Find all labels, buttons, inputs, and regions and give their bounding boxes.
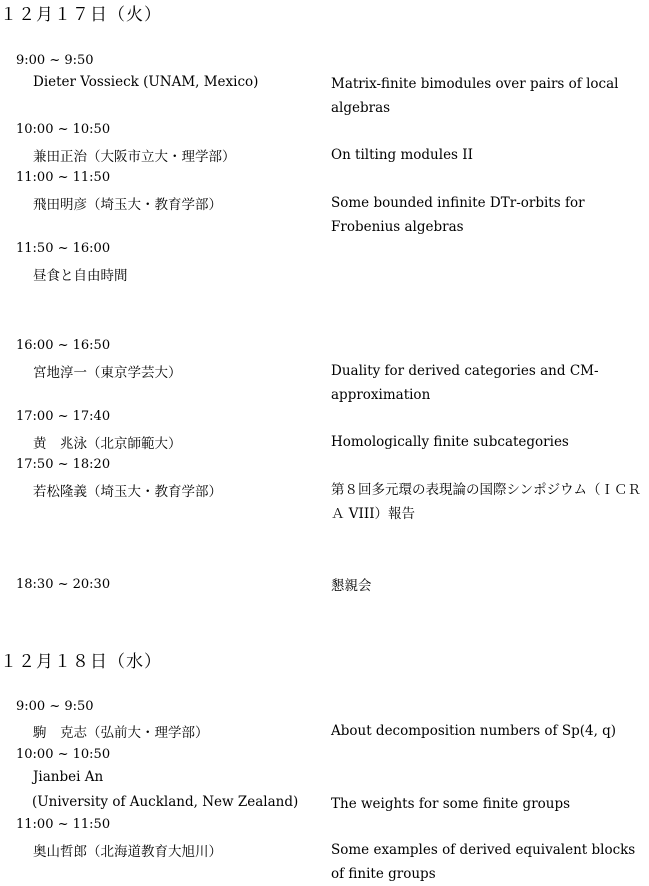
session-title: Homologically finite subcategories	[331, 434, 569, 450]
session-time: 10:00 ~ 10:50	[16, 122, 111, 137]
session-title: Duality for derived categories and CM-approximation	[331, 363, 599, 403]
session-speaker: 昼食と自由時間	[33, 268, 128, 284]
session-speaker: 駒 克志（弘前大・理学部）	[33, 725, 209, 741]
session-speaker: 黄 兆泳（北京師範大）	[33, 436, 182, 452]
session-speaker-affiliation: (University of Auckland, New Zealand)	[32, 794, 299, 810]
session-time: 9:00 ~ 9:50	[16, 53, 94, 68]
session-title: 第８回多元環の表現論の国際シンポジウム（ＩＣＲＡ VIII）報告	[331, 482, 642, 522]
session-speaker: 奥山哲郎（北海道教育大旭川）	[33, 844, 222, 860]
session-title: Matrix-finite bimodules over pairs of local algebras	[331, 76, 619, 116]
day-heading: １２月１８日（水）	[0, 652, 162, 672]
session-time: 17:00 ~ 17:40	[16, 409, 111, 424]
session-speaker: 飛田明彦（埼玉大・教育学部）	[33, 197, 222, 213]
session-title: Some bounded infinite DTr-orbits for Frobenius algebras	[331, 195, 585, 235]
session-time: 11:00 ~ 11:50	[16, 817, 111, 832]
session-title: On tilting modules II	[331, 147, 473, 163]
session-title: About decomposition numbers of Sp(4, q)	[331, 723, 617, 739]
session-title: 懇親会	[331, 578, 372, 594]
session-speaker: 若松隆義（埼玉大・教育学部）	[33, 484, 222, 500]
session-time: 18:30 ~ 20:30	[16, 577, 111, 592]
session-title: The weights for some finite groups	[331, 796, 571, 812]
session-time: 16:00 ~ 16:50	[16, 338, 111, 353]
session-time: 17:50 ~ 18:20	[16, 457, 111, 472]
day-heading: １２月１７日（火）	[0, 5, 162, 25]
session-speaker: 宮地淳一（東京学芸大）	[33, 365, 182, 381]
session-time: 11:00 ~ 11:50	[16, 170, 111, 185]
session-speaker: 兼田正治（大阪市立大・理学部）	[33, 149, 236, 165]
session-speaker: Jianbei An	[33, 769, 104, 785]
session-time: 10:00 ~ 10:50	[16, 747, 111, 762]
session-time: 11:50 ~ 16:00	[16, 241, 111, 256]
session-title: Some examples of derived equivalent blocks of finite groups	[331, 842, 636, 882]
session-time: 9:00 ~ 9:50	[16, 699, 94, 714]
session-speaker: Dieter Vossieck (UNAM, Mexico)	[33, 74, 259, 90]
